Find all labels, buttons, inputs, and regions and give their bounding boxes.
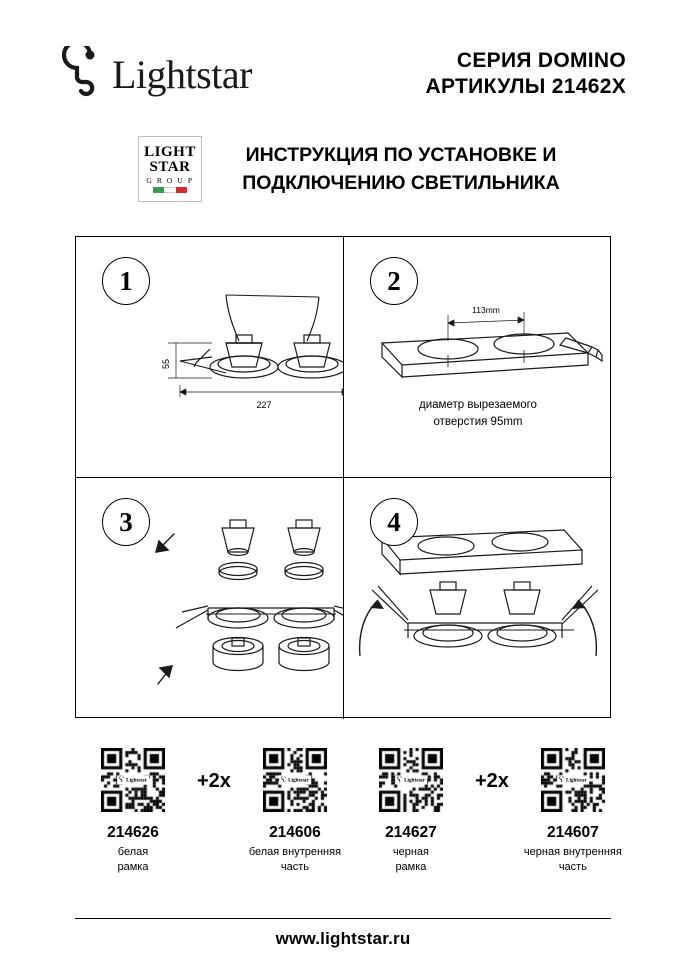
- product-item-214627: [353, 748, 469, 875]
- qr-code-214626[interactable]: [101, 748, 165, 812]
- multiplier-label-2: +2x: [474, 770, 509, 792]
- page-subheader: [60, 128, 626, 210]
- product-desc-line2: часть: [558, 860, 587, 873]
- qr-label: Lightstar: [288, 777, 309, 783]
- product-desc-line2: рамка: [117, 860, 149, 873]
- series-title: СЕРИЯ DOMINO: [456, 48, 626, 72]
- product-code: 214627: [385, 824, 437, 841]
- step-number-4: 4: [370, 498, 418, 546]
- product-code: 214626: [107, 824, 159, 841]
- group-logo-line3: G R O U P: [146, 175, 194, 185]
- footer-url[interactable]: www.lightstar.ru: [275, 929, 411, 948]
- qr-label: Lightstar: [126, 777, 147, 783]
- product-description: [249, 845, 341, 875]
- step-panel-2: [344, 237, 612, 478]
- step-2-caption-line2: отверстия 95mm: [433, 415, 523, 428]
- page-footer: [0, 918, 686, 949]
- product-list: [75, 748, 622, 900]
- step-2-caption-line1: диаметр вырезаемого: [419, 399, 537, 411]
- lightstar-group-logo: [138, 136, 202, 202]
- product-code: 214606: [269, 824, 321, 841]
- product-desc-line1: белая: [117, 846, 149, 858]
- qr-label: Lightstar: [566, 777, 587, 783]
- group-logo-line1: LIGHT: [144, 143, 196, 160]
- qr-center-label: [279, 776, 311, 785]
- product-desc-line1: черная внутренняя: [523, 846, 622, 858]
- step-2-width-label: 113mm: [472, 305, 500, 315]
- product-description: [393, 845, 429, 875]
- step-panel-4: [344, 478, 612, 719]
- step-number-2: 2: [370, 257, 418, 305]
- product-item-214606: [237, 748, 353, 875]
- group-logo-line2: STAR: [149, 159, 191, 176]
- step-panel-3: [76, 478, 344, 719]
- product-code: 214607: [547, 824, 599, 841]
- product-desc-line1: белая внутренняя: [248, 846, 342, 858]
- step-panel-1: [76, 237, 344, 478]
- instruction-title-line2: ПОДКЛЮЧЕНИЮ СВЕТИЛЬНИКА: [242, 172, 560, 194]
- lightstar-bulb-logo-icon: [60, 46, 106, 102]
- instruction-title-line1: ИНСТРУКЦИЯ ПО УСТАНОВКЕ И: [245, 143, 557, 166]
- product-description: [118, 845, 149, 875]
- product-desc-line1: черная: [392, 846, 429, 858]
- step-2-caption: [344, 397, 612, 430]
- qr-label: Lightstar: [404, 777, 425, 783]
- instruction-title: [202, 141, 626, 198]
- brand-name: Lightstar: [112, 51, 252, 97]
- step-number-1: 1: [102, 257, 150, 305]
- page-header: [60, 38, 626, 110]
- qr-center-label: [395, 776, 427, 785]
- qr-center-label: [557, 776, 589, 785]
- product-desc-line2: часть: [280, 860, 309, 873]
- qr-code-214607[interactable]: [541, 748, 605, 812]
- step-1-height-label: 55: [161, 358, 171, 370]
- product-desc-line2: рамка: [395, 860, 427, 873]
- product-item-214626: [75, 748, 191, 875]
- steps-grid: [75, 236, 611, 718]
- brand: [60, 46, 252, 102]
- qr-code-214606[interactable]: [263, 748, 327, 812]
- article-title: АРТИКУЛЫ 21462X: [425, 75, 626, 98]
- footer-divider: [75, 918, 611, 919]
- step-number-3: 3: [102, 498, 150, 546]
- multiplier-label-1: +2x: [197, 770, 231, 792]
- qr-center-label: [117, 776, 149, 785]
- step-1-width-label: 227: [256, 400, 272, 410]
- product-group-black: [353, 748, 631, 900]
- product-item-214607: [515, 748, 631, 875]
- italy-flag-icon: [153, 187, 187, 193]
- product-description: [524, 845, 622, 875]
- product-group-white: [75, 748, 353, 900]
- header-title-block: [426, 48, 626, 101]
- qr-code-214627[interactable]: [379, 748, 443, 812]
